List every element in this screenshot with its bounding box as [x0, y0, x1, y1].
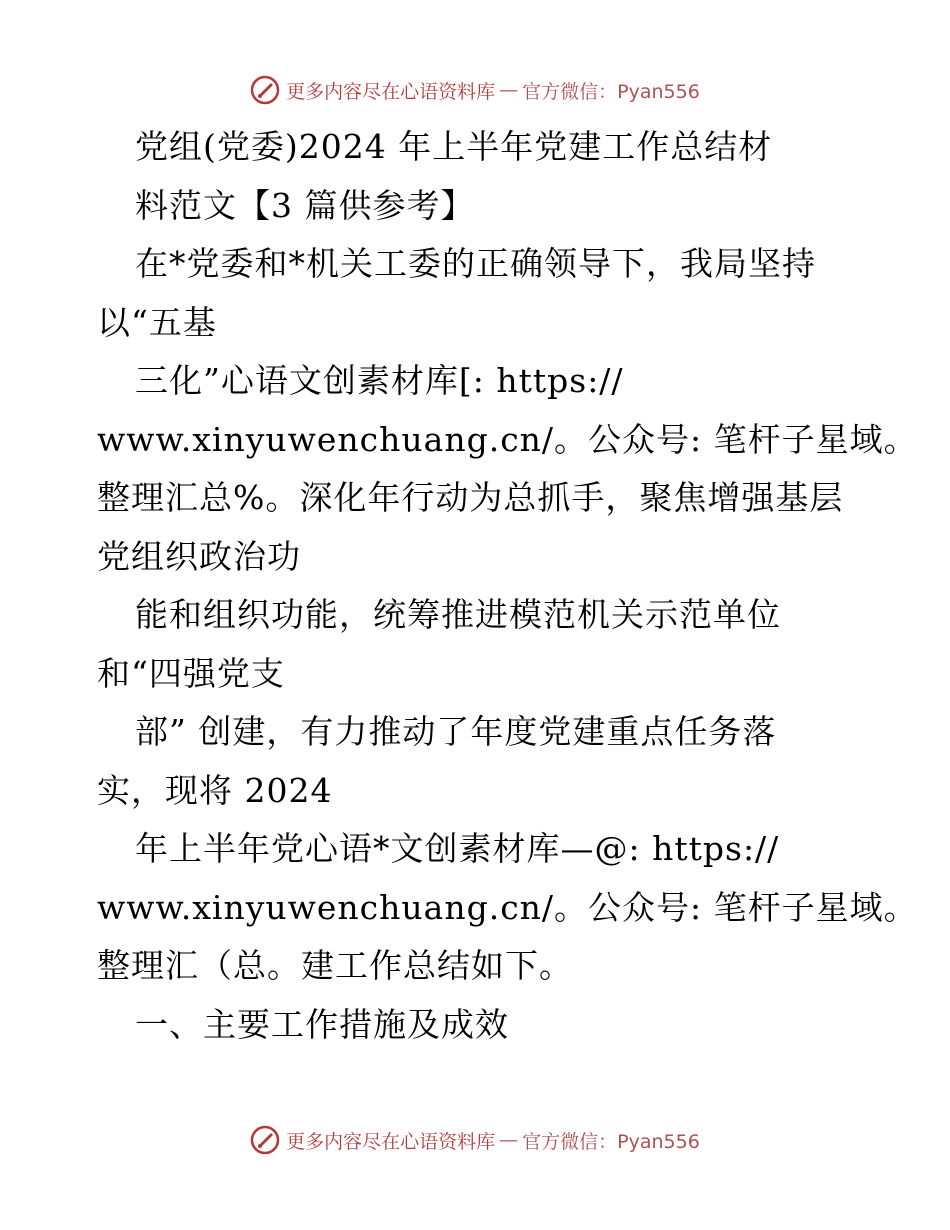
paragraph-line: 党组织政治功	[97, 536, 301, 576]
section-heading: 一、主要工作措施及成效	[135, 1004, 509, 1044]
brand-logo-icon	[250, 1125, 280, 1155]
watermark-text: 更多内容尽在心语资料库	[286, 80, 496, 103]
header-watermark	[0, 70, 950, 110]
paragraph-line: 和“四强党支	[97, 653, 285, 693]
paragraph-line: 整理汇（总。建工作总结如下。	[97, 946, 573, 985]
paragraph-line: 整理汇总%。深化年行动为总抓手，聚焦增强基层	[97, 478, 844, 517]
paragraph-line: 在*党委和*机关工委的正确领导下，我局坚持	[135, 244, 816, 283]
watermark-wechat: 官方微信：Pyan556	[522, 80, 700, 103]
watermark-wechat: 官方微信：Pyan556	[522, 1130, 700, 1153]
paragraph-line: 实，现将 2024	[97, 770, 333, 810]
document-body	[97, 118, 918, 1054]
watermark-separator: —	[499, 79, 519, 101]
watermark-separator: —	[499, 1129, 519, 1151]
document-title-line-2: 料范文【3 篇供参考】	[135, 185, 475, 225]
paragraph-line: 能和组织功能，统筹推进模范机关示范单位	[135, 595, 781, 634]
paragraph-line: 三化”心语文创素材库[: https://	[135, 361, 624, 400]
paragraph-line: 以“五基	[97, 302, 217, 342]
brand-logo-icon	[250, 75, 280, 105]
watermark-text: 更多内容尽在心语资料库	[286, 1130, 496, 1153]
paragraph-line: 部” 创建，有力推动了年度党建重点任务落	[135, 712, 777, 751]
paragraph-line: 年上半年党心语*文创素材库—@: https://	[135, 829, 780, 868]
paragraph-line: www.xinyuwenchuang.cn/。公众号: 笔杆子星域。	[97, 887, 918, 927]
paragraph-line: www.xinyuwenchuang.cn/。公众号: 笔杆子星域。	[97, 419, 918, 459]
footer-watermark	[0, 1120, 950, 1160]
document-title-line-1: 党组(党委)2024 年上半年党建工作总结材	[135, 127, 773, 166]
